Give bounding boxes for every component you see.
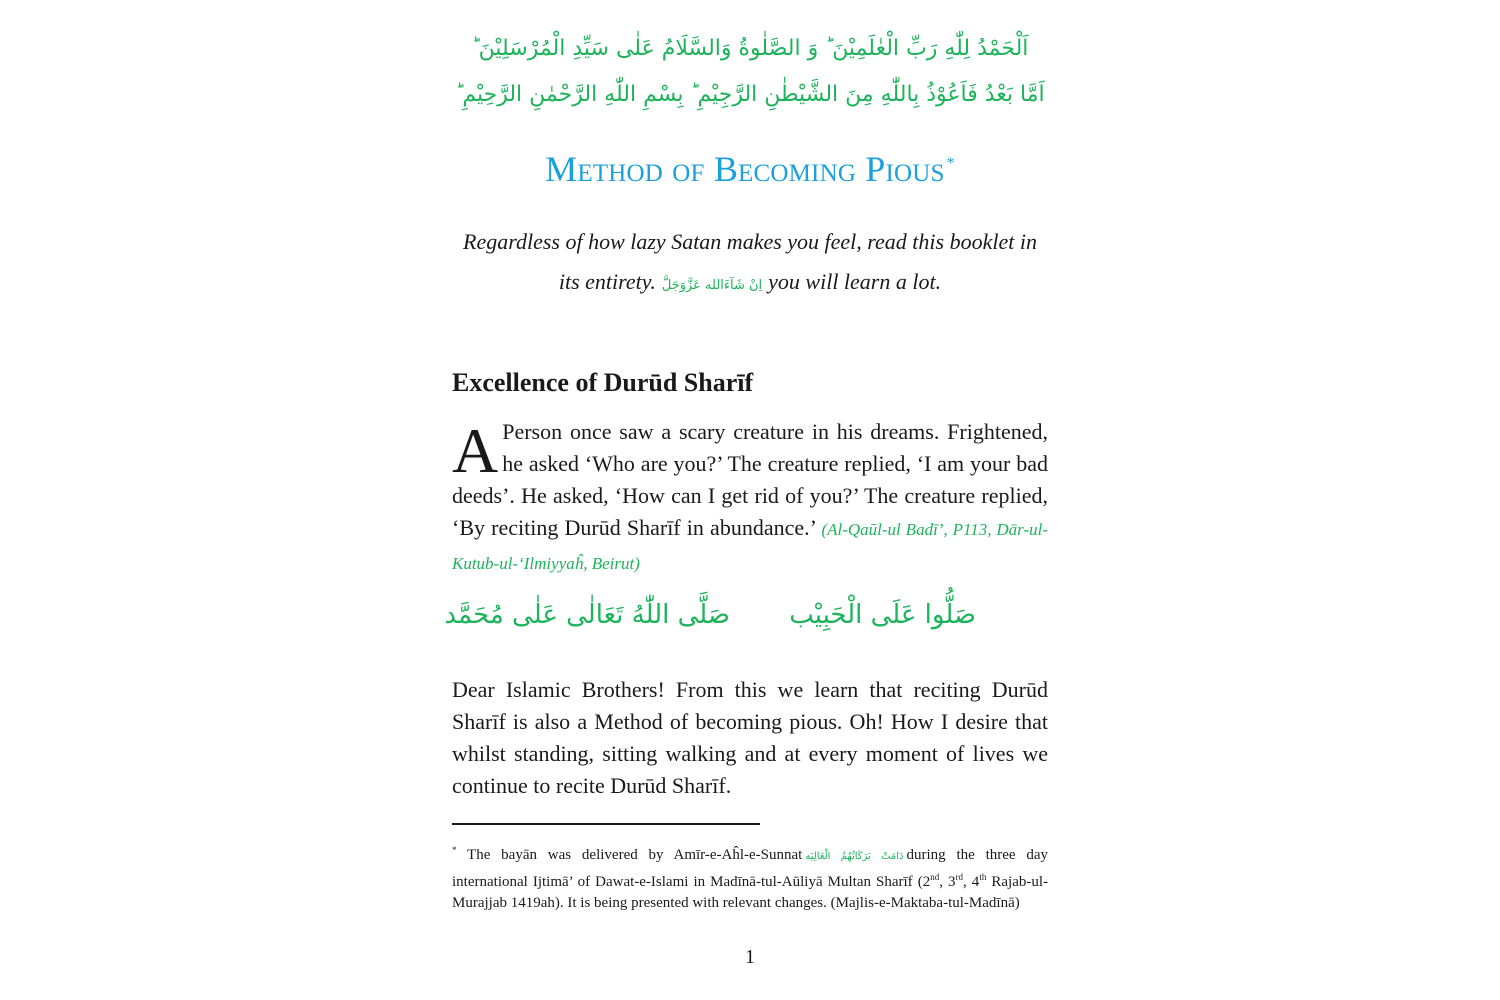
story-paragraph [452, 416, 1048, 580]
intro-note [452, 222, 1048, 306]
salat-row [444, 600, 1048, 640]
footnote-text-4: , 4 [963, 874, 980, 890]
arabic-praise-line-2: اَمَّا بَعْدُ فَاَعُوْذُ بِاللّٰهِ مِنَ الشَّيْطٰنِ الرَّجِيْمِ ؕ بِسْمِ اللّٰهِ الرَّحْمٰنِ الرَّحِيْمِ ؕ [455, 82, 1045, 107]
footnote-text-2: during the three day international Ijtimā’ of Dawat-e-Islami in Madīnā-tul-Aūliyā Multan Sharīf (2 [452, 847, 1049, 890]
drop-cap: A [452, 415, 499, 486]
footnote-sup-th: th [979, 872, 987, 882]
page-number: 1 [745, 946, 755, 968]
intro-text-after: you will learn a lot. [768, 269, 942, 294]
salat-response: صَلَّى اللّٰهُ تَعَالٰى عَلٰى مُحَمَّد [444, 600, 730, 630]
story-text: Person once saw a scary creature in his dreams. Frightened, he asked ‘Who are you?’ The creature replied, ‘I am your bad deeds’. He asked, ‘How can I get rid of you?’ The creature replied, ‘By reciting Durūd Sharīf in abundance.’ [452, 419, 1048, 540]
footnote-text-1: The bayān was delivered by Amīr-e-Aĥl-e-Sunnat [467, 847, 803, 863]
footnote-arabic-phrase: دَامَتْ بَرَكَاتُهُمُ الْعَالِيَه [805, 851, 904, 862]
footnote-sup-nd: nd [930, 872, 940, 882]
salat-call: صَلُّوا عَلَى الْحَبِيْب [789, 600, 976, 630]
page-title-text: Method of Becoming Pious [545, 149, 945, 189]
document-page [444, 0, 1049, 1000]
intro-arabic-phrase: اِنْ شَآءَالله عَزَّوَجَلَّ [661, 278, 763, 293]
body-paragraph: Dear Islamic Brothers! From this we learn that reciting Durūd Sharīf is also a Method of becoming pious. Oh! How I desire that whilst standing, sitting walking and at every moment of lives we continue to recite Durūd Sharīf. [452, 677, 1048, 798]
footnote-marker: * [452, 845, 457, 855]
footnote-sup-rd: rd [955, 872, 964, 882]
footnote-divider [452, 823, 760, 825]
page-title [452, 148, 1048, 190]
footnote-text-3: , 3 [939, 874, 956, 890]
source-reference: (Al-Qaūl-ul Badī’, P113, Dār-ul-Kutub-ul-‘Ilmiyyaĥ, Beirut) [452, 520, 1048, 573]
footnote [452, 840, 1048, 914]
section-heading: Excellence of Durūd Sharīf [452, 368, 754, 397]
title-footnote-marker: * [946, 155, 955, 172]
intro-text-before: Regardless of how lazy Satan makes you feel, read this booklet in its entirety. [463, 229, 1037, 294]
arabic-praise-line-1: اَلْحَمْدُ لِلّٰهِ رَبِّ الْعٰلَمِيْنَ ؕ وَ الصَّلٰوةُ وَالسَّلَامُ عَلٰى سَيِّدِ الْمُرْسَلِيْنَ ؕ [471, 36, 1029, 61]
footnote-text-5: Rajab-ul-Murajjab 1419ah). It is being presented with relevant changes. (Majlis-e-Maktaba-tul-Madīnā) [452, 874, 1049, 911]
